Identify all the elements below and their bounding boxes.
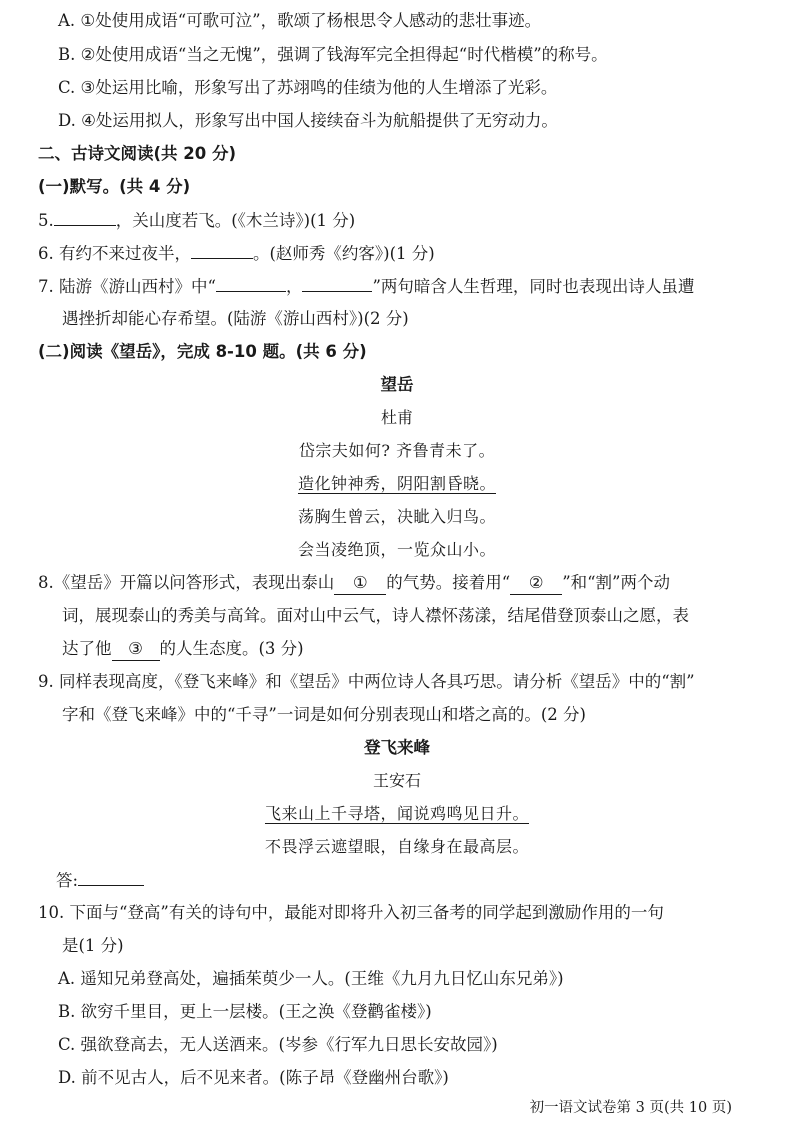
q7-text-start: 7. 陆游《游山西村》中“ <box>38 277 216 296</box>
q5-number: 5. <box>38 211 54 230</box>
q4-option-a: A. ①处使用成语“可歌可泣”，歌颂了杨根思令人感动的悲壮事迹。 <box>58 11 542 30</box>
q8-blank-3[interactable]: ③ <box>112 638 160 661</box>
q6-blank[interactable] <box>191 242 253 259</box>
q6-text-end: 。(赵师秀《约客》)(1 分) <box>253 244 435 263</box>
q10-option-a[interactable]: A. 遥知兄弟登高处，遍插茱萸少一人。(王维《九月九日忆山东兄弟》) <box>58 969 564 988</box>
q8-text-5: 的人生态度。(3 分) <box>159 639 304 658</box>
poem1-line-4: 会当凌绝顶，一览众山小。 <box>297 540 496 559</box>
poem1-line-2 <box>0 473 794 495</box>
answer-blank[interactable] <box>78 869 144 886</box>
q5-text: ，关山度若飞。(《木兰诗》)(1 分) <box>115 211 356 230</box>
poem2-line-1 <box>0 803 794 825</box>
poem2-title: 登飞来峰 <box>364 738 430 757</box>
q8-text-4: 达了他 <box>62 639 112 658</box>
q7-comma: ， <box>285 277 303 296</box>
question-10: 10. 下面与“登高”有关的诗句中，最能对即将升入初三备考的同学起到激励作用的一句 <box>38 903 664 922</box>
q10-option-d[interactable]: D. 前不见古人，后不见来者。(陈子昂《登幽州台歌》) <box>58 1068 449 1087</box>
q7-line-2: 遇挫折却能心存希望。(陆游《游山西村》)(2 分) <box>62 309 409 328</box>
q8-line-3 <box>62 638 304 661</box>
q8-blank-2[interactable]: ② <box>510 572 562 595</box>
question-8 <box>38 572 670 595</box>
q4-option-c: C. ③处运用比喻，形象写出了苏翊鸣的佳绩为他的人生增添了光彩。 <box>58 78 558 97</box>
poem1-line-2-text: 造化钟神秀，阴阳割昏晓。 <box>297 474 496 493</box>
q8-text-2: 的气势。接着用“ <box>386 573 511 592</box>
q8-text-1: 8.《望岳》开篇以问答形式，表现出泰山 <box>38 573 335 592</box>
question-6 <box>38 242 435 265</box>
q10-line-2: 是(1 分) <box>62 936 124 955</box>
q4-option-d: D. ④处运用拟人，形象写出中国人接续奋斗为航船提供了无穷动力。 <box>58 111 558 130</box>
question-7 <box>38 275 694 298</box>
q8-line-2: 词，展现泰山的秀美与高耸。面对山中云气，诗人襟怀荡漾，结尾借登顶泰山之愿，表 <box>62 606 689 625</box>
poem1-title: 望岳 <box>380 375 414 394</box>
answer-row <box>56 869 144 892</box>
q5-blank[interactable] <box>54 209 116 226</box>
q4-option-b: B. ②处使用成语“当之无愧”，强调了钱海军完全担得起“时代楷模”的称号。 <box>58 45 608 64</box>
poem2-author: 王安石 <box>372 771 421 790</box>
section-heading-classical: 二、古诗文阅读(共 20 分) <box>38 144 237 163</box>
q7-blank-1[interactable] <box>216 275 286 292</box>
q8-text-3: ”和“割”两个动 <box>562 573 670 592</box>
part1-heading-dictation: (一)默写。(共 4 分) <box>38 177 191 196</box>
poem2-line-2: 不畏浮云遮望眼，自缘身在最高层。 <box>264 837 529 856</box>
answer-label: 答: <box>56 871 79 890</box>
part2-heading-reading: (二)阅读《望岳》，完成 8-10 题。(共 6 分) <box>38 342 367 361</box>
q7-text-end: ”两句暗含人生哲理，同时也表现出诗人虽遭 <box>372 277 695 296</box>
poem1-line-3: 荡胸生曾云，决眦入归鸟。 <box>297 507 496 526</box>
q10-option-c[interactable]: C. 强欲登高去，无人送酒来。(岑参《行军九日思长安故园》) <box>58 1035 498 1054</box>
q8-blank-1[interactable]: ① <box>334 572 386 595</box>
poem1-author: 杜甫 <box>380 408 413 427</box>
question-5 <box>38 209 355 232</box>
page-footer: 初一语文试卷第 3 页(共 10 页) <box>529 1100 732 1116</box>
q7-blank-2[interactable] <box>302 275 372 292</box>
q6-text-start: 6. 有约不来过夜半， <box>38 244 191 263</box>
poem2-line-1-text: 飞来山上千寻塔，闻说鸡鸣见日升。 <box>264 804 529 823</box>
question-9: 9. 同样表现高度，《登飞来峰》和《望岳》中两位诗人各具巧思。请分析《望岳》中的“割” <box>38 672 695 691</box>
q9-line-2: 字和《登飞来峰》中的“千寻”一词是如何分别表现山和塔之高的。(2 分) <box>62 705 586 724</box>
q10-option-b[interactable]: B. 欲穷千里目，更上一层楼。(王之涣《登鹳雀楼》) <box>58 1002 432 1021</box>
poem1-line-1: 岱宗夫如何? 齐鲁青未了。 <box>298 441 496 460</box>
